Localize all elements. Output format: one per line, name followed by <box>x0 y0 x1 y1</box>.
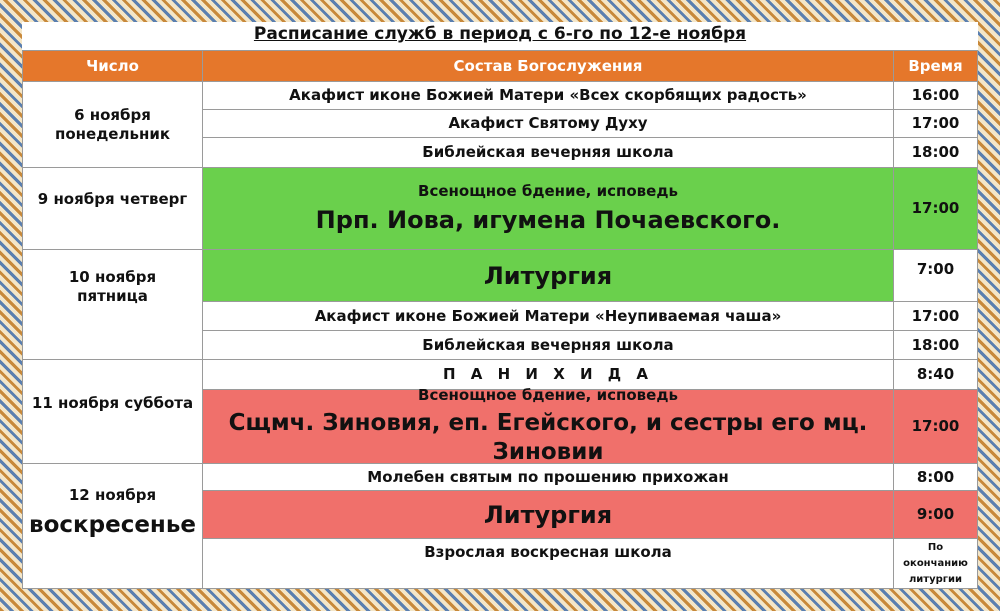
header-date: Число <box>22 50 203 82</box>
service-cell: П А Н И Х И Д А <box>203 360 894 390</box>
time-cell: 16:00 <box>894 82 978 110</box>
service-cell-highlight <box>203 386 894 465</box>
service-cell-highlight: Литургия <box>203 491 894 539</box>
header-service: Состав Богослужения <box>203 50 894 82</box>
feast-title: Сщмч. Зиновия, еп. Егейского, и сестры его мц. Зиновии <box>228 410 868 465</box>
service-cell-highlight: Литургия <box>203 250 894 302</box>
weekday-label: понедельник <box>54 124 171 143</box>
date-cell-10 <box>22 250 203 360</box>
time-cell: 17:00 <box>894 168 978 250</box>
time-cell: 18:00 <box>894 331 978 360</box>
time-cell: 9:00 <box>894 491 978 539</box>
time-note-line: По <box>927 541 944 553</box>
service-label: Всенощное бдение, исповедь <box>418 182 678 201</box>
time-note-line: окончанию <box>903 557 968 569</box>
service-cell: Взрослая воскресная школа <box>203 539 894 589</box>
date-label: 6 ноября <box>74 105 151 124</box>
service-cell: Молебен святым по прошению прихожан <box>203 464 894 491</box>
date-cell-9 <box>22 168 203 250</box>
page-title: Расписание служб в период с 6-го по 12-е ноября <box>253 24 747 44</box>
date-cell-11 <box>22 360 203 464</box>
service-label: Всенощное бдение, исповедь <box>418 386 678 405</box>
weekday-label: воскресенье <box>29 511 196 538</box>
time-cell: 17:00 <box>894 302 978 331</box>
time-cell: 18:00 <box>894 138 978 168</box>
service-cell-highlight <box>203 168 894 250</box>
service-cell: Библейская вечерняя школа <box>203 138 894 168</box>
schedule-sheet <box>22 22 978 589</box>
time-cell: 17:00 <box>894 110 978 138</box>
date-label: 9 ноября четверг <box>37 190 188 208</box>
service-cell: Библейская вечерняя школа <box>203 331 894 360</box>
service-cell: Акафист Святому Духу <box>203 110 894 138</box>
time-cell: 7:00 <box>894 250 978 302</box>
service-cell: Акафист иконе Божией Матери «Неупиваемая чаша» <box>203 302 894 331</box>
time-note-line: литургии <box>908 573 963 585</box>
date-cell-6 <box>22 82 203 168</box>
date-label: 11 ноября суббота <box>31 394 194 412</box>
time-cell: 17:00 <box>894 390 978 464</box>
date-cell-12 <box>22 464 203 589</box>
time-cell: 8:00 <box>894 464 978 491</box>
service-cell: Акафист иконе Божией Матери «Всех скорбящих радость» <box>203 82 894 110</box>
feast-title: Прп. Иова, игумена Почаевского. <box>315 205 781 234</box>
weekday-label: пятница <box>77 286 148 305</box>
date-label: 10 ноября <box>68 268 157 286</box>
date-label: 12 ноября <box>68 486 157 504</box>
time-cell-note <box>894 539 978 589</box>
time-cell: 8:40 <box>894 360 978 390</box>
header-time: Время <box>894 50 978 82</box>
